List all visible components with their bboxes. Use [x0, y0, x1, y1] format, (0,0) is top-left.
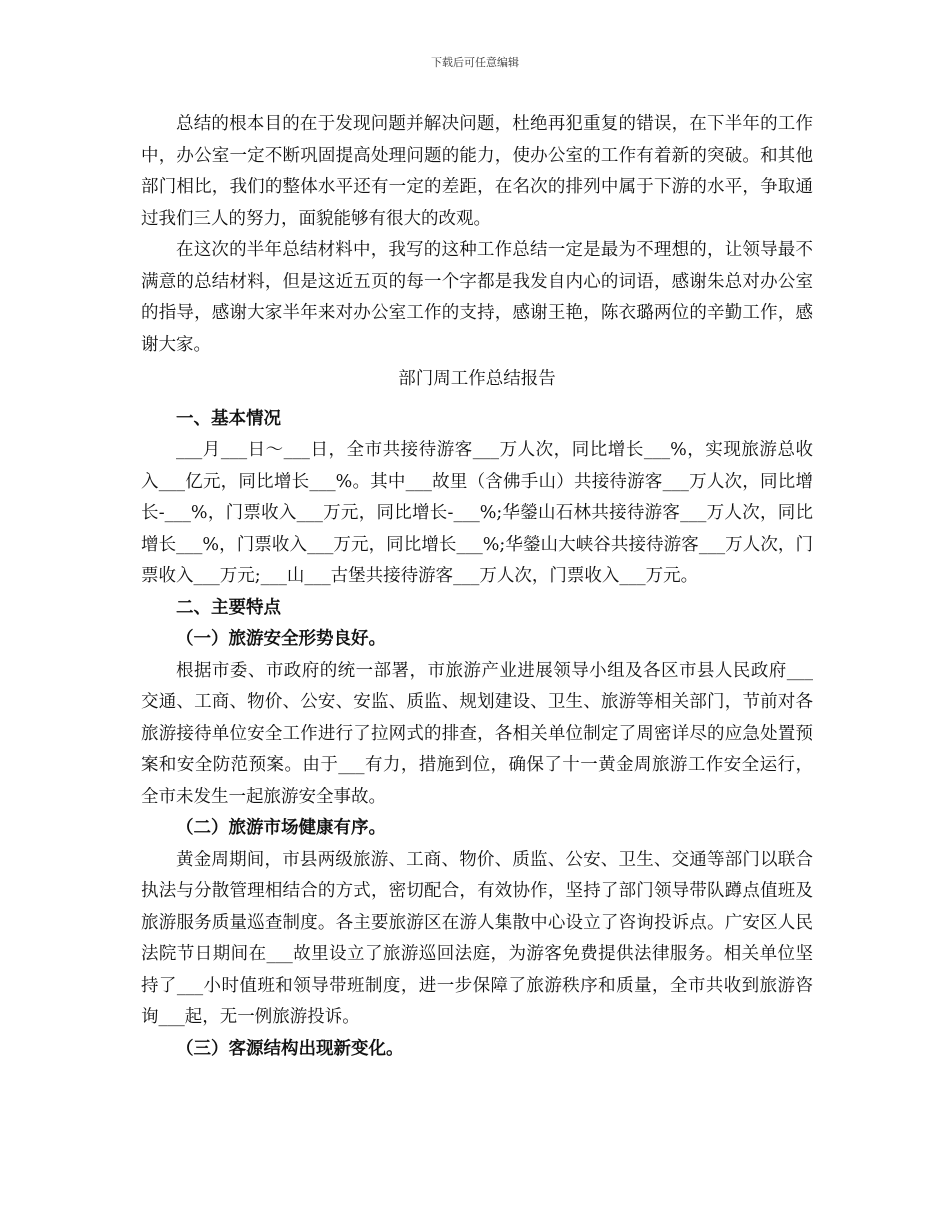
- document-body: [141, 109, 813, 1065]
- section-heading-basic-info: 一、基本情况: [176, 408, 281, 429]
- paragraph-safety: 根据市委、市政府的统一部署，市旅游产业进展领导小组及各区市县人民政府___交通、工商、物价、公安、安监、质监、规划建设、卫生、旅游等相关部门，节前对各旅游接待单位安全工作进行了拉网式的排查，各相关单位制定了周密详尽的应急处置预案和安全防范预案。由于___有力，措施到位，确保了十一黄金周旅游工作安全运行，全市未发生一起旅游安全事故。: [141, 660, 813, 807]
- subsection-heading-safety: （一）旅游安全形势良好。: [176, 629, 386, 649]
- paragraph-basic-info: ___月___日～___日，全市共接待游客___万人次，同比增长___%，实现旅游总收入___亿元，同比增长___%。其中___故里（含佛手山）共接待游客___万人次，同比增长-___%，门票收入___万元，同比增长-___%;华鎣山石林共接待游客___万人次，同比增长___%，门票收入___万元，同比增长___%;华鎣山大峡谷共接待游客___万人次，门票收入___万元;___山___古堡共接待游客___万人次，门票收入___万元。: [141, 440, 813, 586]
- paragraph-summary-purpose: 总结的根本目的在于发现问题并解决问题，杜绝再犯重复的错误，在下半年的工作中，办公室一定不断巩固提高处理问题的能力，使办公室的工作有着新的突破。和其他部门相比，我们的整体水平还有一定的差距，在名次的排列中属于下游的水平，争取通过我们三人的努力，面貌能够有很大的改观。: [141, 114, 813, 229]
- report-title: 部门周工作总结报告: [398, 369, 556, 389]
- page-header: 下载后可任意编辑: [431, 56, 519, 69]
- subsection-heading-visitor-structure: （三）客源结构出现新变化。: [176, 1038, 404, 1059]
- paragraph-market: 黄金周期间，市县两级旅游、工商、物价、质监、公安、卫生、交通等部门以联合执法与分散管理相结合的方式，密切配合，有效协作，坚持了部门领导带队蹲点值班及旅游服务质量巡查制度。各主要旅游区在游人集散中心设立了咨询投诉点。广安区人民法院节日期间在___故里设立了旅游巡回法庭，为游客免费提供法律服务。相关单位坚持了___小时值班和领导带班制度，进一步保障了旅游秩序和质量，全市共收到旅游咨询___起，无一例旅游投诉。: [141, 849, 813, 1027]
- subsection-heading-market: （二）旅游市场健康有序。: [176, 818, 386, 838]
- section-heading-main-features: 二、主要特点: [176, 597, 281, 618]
- paragraph-acknowledgements: 在这次的半年总结材料中，我写的这种工作总结一定是最为不理想的，让领导最不满意的总结材料，但是这近五页的每一个字都是我发自内心的词语，感谢朱总对办公室的指导，感谢大家半年来对办公室工作的支持，感谢王艳，陈衣璐两位的辛勤工作，感谢大家。: [141, 240, 813, 355]
